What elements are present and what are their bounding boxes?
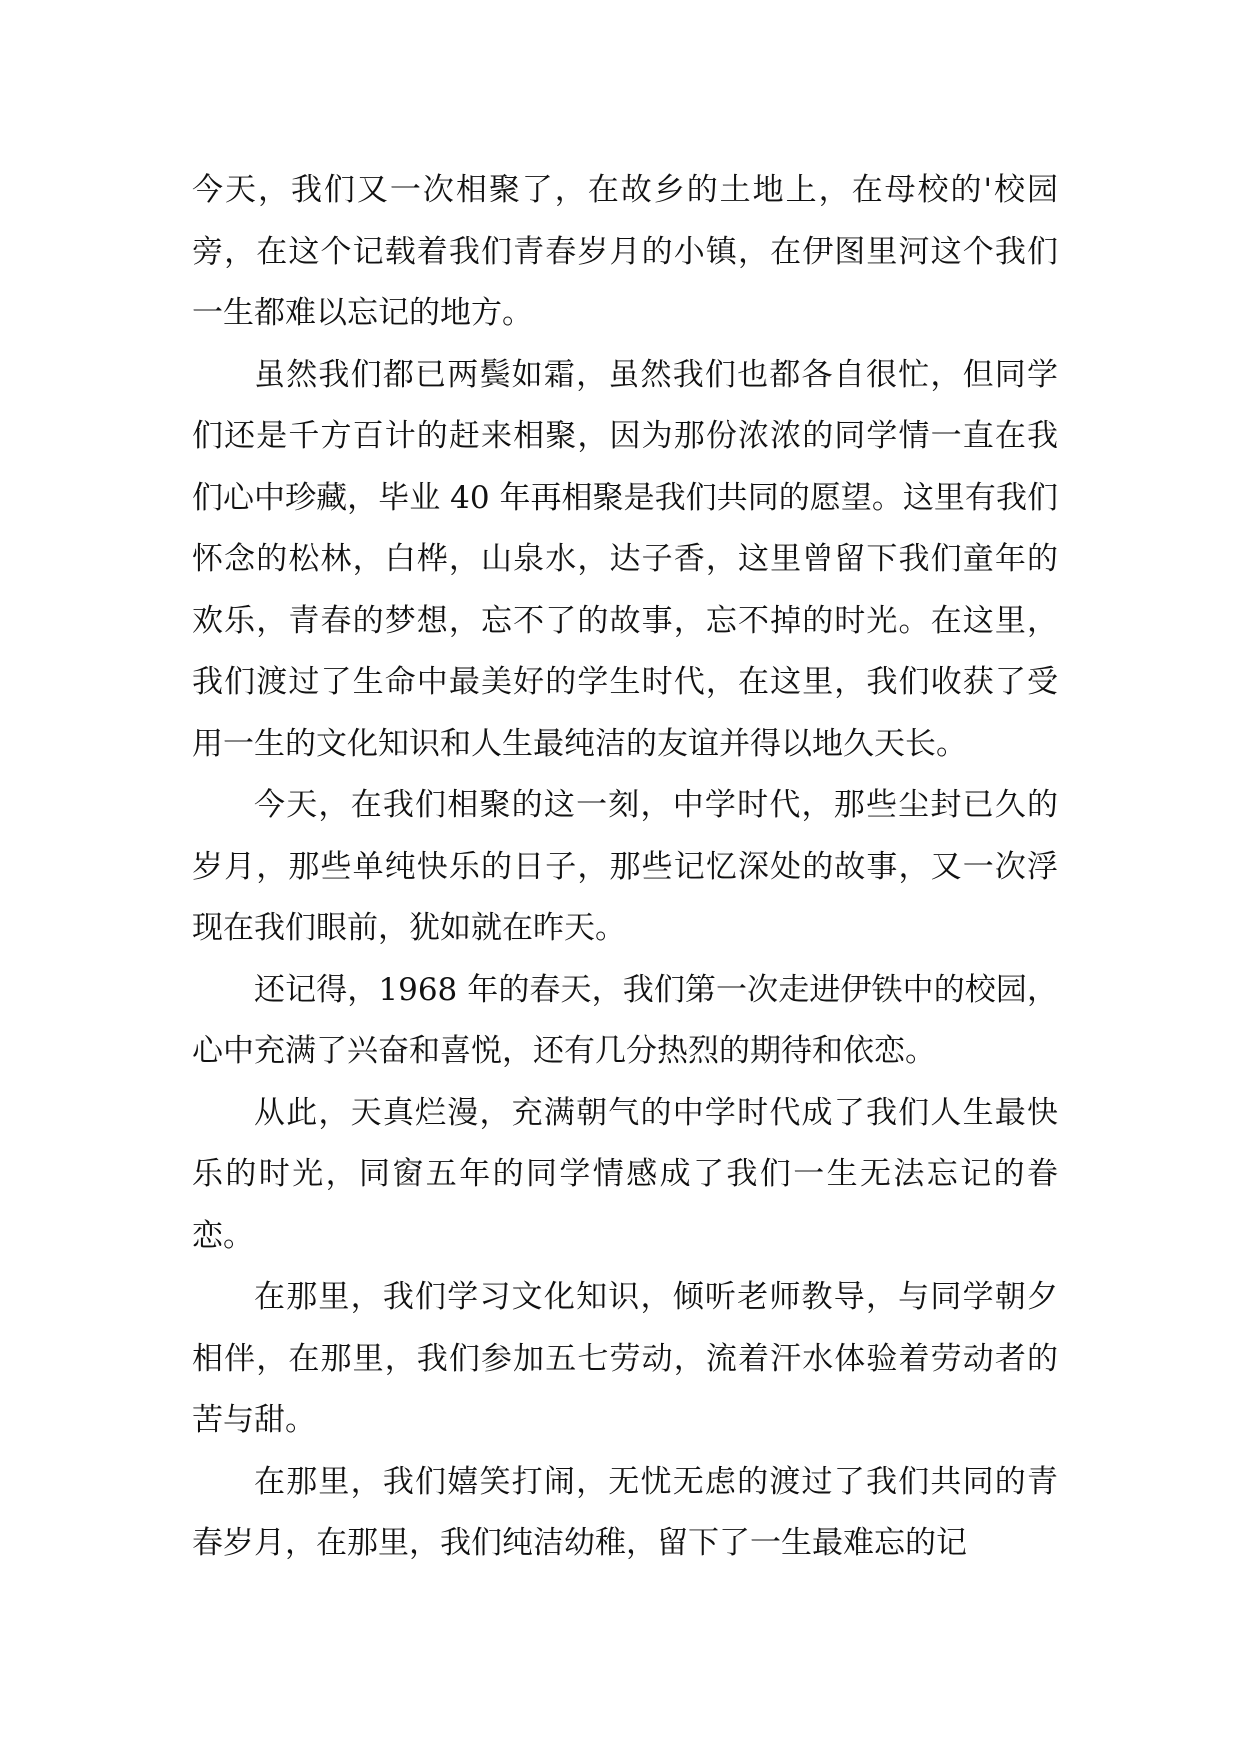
paragraph-2: 虽然我们都已两鬓如霜，虽然我们也都各自很忙，但同学们还是千方百计的赶来相聚，因为那份浓浓的同学情一直在我们心中珍藏，毕业 40 年再相聚是我们共同的愿望。这里有我们怀念的松林，白桦，山泉水，达子香，这里曾留下我们童年的欢乐，青春的梦想，忘不了的故事，忘不掉的时光。在这里，我们渡过了生命中最美好的学生时代，在这里，我们收获了受用一生的文化知识和人生最纯洁的友谊并得以地久天长。 [192, 356, 1058, 762]
paragraph-1: 今天，我们又一次相聚了，在故乡的土地上，在母校的'校园旁，在这个记载着我们青春岁月的小镇，在伊图里河这个我们一生都难以忘记的地方。 [192, 172, 1058, 331]
paragraph-3: 今天，在我们相聚的这一刻，中学时代，那些尘封已久的岁月，那些单纯快乐的日子，那些记忆深处的故事，又一次浮现在我们眼前，犹如就在昨天。 [192, 787, 1058, 946]
document-body [192, 160, 1058, 1575]
paragraph-7: 在那里，我们嬉笑打闹，无忧无虑的渡过了我们共同的青春岁月，在那里，我们纯洁幼稚，留下了一生最难忘的记 [192, 1463, 1058, 1561]
paragraph-5: 从此，天真烂漫，充满朝气的中学时代成了我们人生最快乐的时光，同窗五年的同学情感成了我们一生无法忘记的眷恋。 [192, 1094, 1058, 1254]
paragraph-4: 还记得，1968 年的春天，我们第一次走进伊铁中的校园，心中充满了兴奋和喜悦，还有几分热烈的期待和依恋。 [192, 971, 1058, 1069]
paragraph-6: 在那里，我们学习文化知识，倾听老师教导，与同学朝夕相伴，在那里，我们参加五七劳动，流着汗水体验着劳动者的苦与甜。 [192, 1279, 1058, 1438]
